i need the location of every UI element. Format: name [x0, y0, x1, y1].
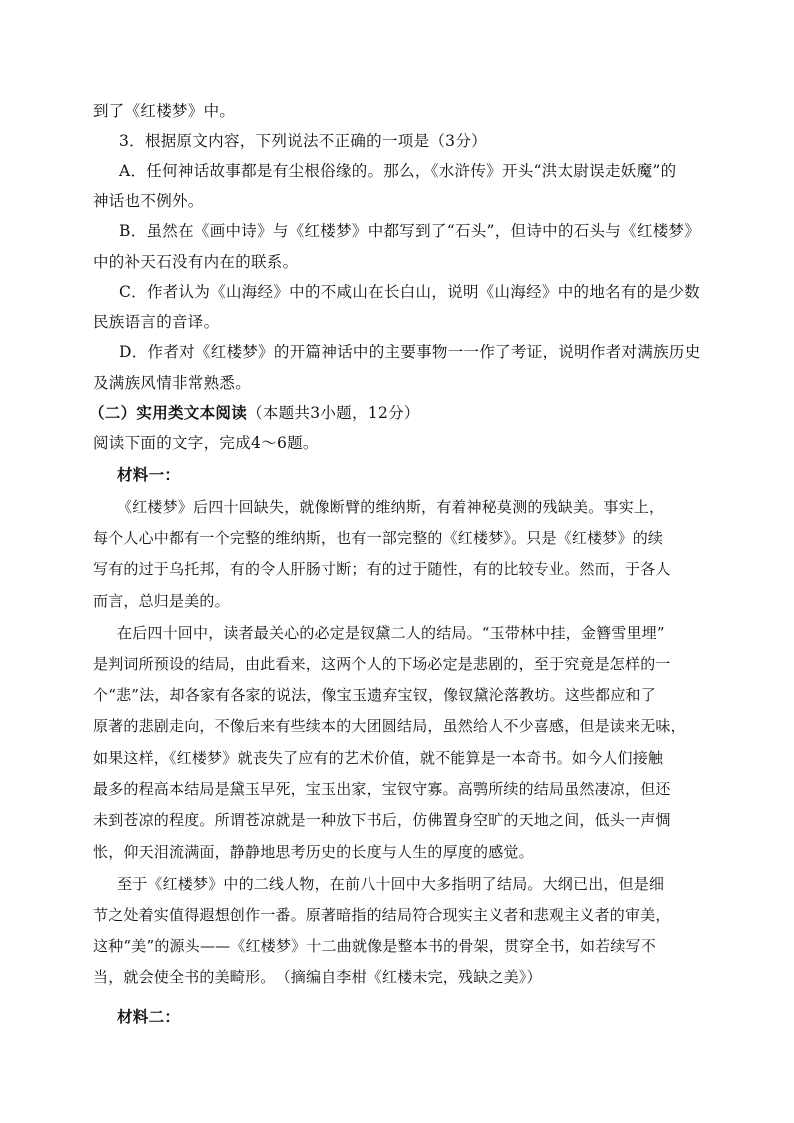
q3-option-a-line1: A．任何神话故事都是有尘根俗缘的。那么，《水浒传》开头“洪太尉误走妖魔”的 — [119, 162, 677, 180]
material-1-p3-line3: 这种“美”的源头——《红楼梦》十二曲就像是整本书的骨架，贯穿全书，如若续写不 — [93, 937, 656, 955]
section-2-score-note: （本题共3小题，12分） — [247, 404, 420, 422]
material-1-p3-line2: 节之处着实值得遐想创作一番。原著暗指的结局符合现实主义者和悲观主义者的审美， — [93, 906, 671, 924]
section-2-title: （二）实用类文本阅读 — [89, 403, 248, 422]
q3-option-d-line2: 及满族风情非常熟悉。 — [93, 374, 252, 392]
section-2-instruction: 阅读下面的文字，完成4～6题。 — [93, 434, 319, 452]
material-2-label: 材料二： — [117, 1007, 181, 1026]
material-1-p2-line2: 是判词所预设的结局，由此看来，这两个人的下场必定是悲剧的，至于究竟是怎样的一 — [93, 655, 671, 673]
material-1-p2-line7: 未到苍凉的程度。所谓苍凉就是一种放下书后，仿佛置身空旷的天地之间，低头一声惆 — [93, 811, 671, 829]
q3-option-a-line2: 神话也不例外。 — [93, 192, 204, 210]
q3-option-b-line2: 中的补天石没有内在的联系。 — [93, 253, 299, 271]
q3-option-c-line2: 民族语言的音译。 — [93, 313, 220, 331]
material-1-p2-line1: 在后四十回中，读者最关心的必定是钗黛二人的结局。“玉带林中挂，金簪雪里埋” — [117, 624, 665, 642]
material-1-p1-line4: 而言，总归是美的。 — [93, 592, 230, 610]
material-1-p1-line1: 《红楼梦》后四十回缺失，就像断臂的维纳斯，有着神秘莫测的残缺美。事实上， — [117, 498, 665, 516]
material-1-p2-line3: 个“悲”法，却各家有各家的说法，像宝玉遗弃宝钗，像钗黛沦落教坊。这些都应和了 — [93, 686, 656, 704]
material-1-p3-line4: 当，就会使全书的美畸形。 （摘编自李柑《红楼未完，残缺之美》） — [93, 968, 542, 986]
material-1-p2-line6: 最多的程高本结局是黛玉早死，宝玉出家，宝钗守寡。高鹗所续的结局虽然凄凉，但还 — [93, 780, 671, 798]
q3-option-b-line1: B．虽然在《画中诗》与《红楼梦》中都写到了“石头”，但诗中的石头与《红楼梦》 — [119, 222, 701, 240]
material-1-p3-line1: 至于《红楼梦》中的二线人物，在前八十回中大多指明了结局。大纲已出，但是细 — [117, 875, 665, 893]
material-1-p1-line2: 每个人心中都有一个完整的维纳斯，也有一部完整的《红楼梦》。只是《红楼梦》的续 — [93, 529, 664, 547]
q3-option-c-line1: C．作者认为《山海经》中的不咸山在长白山，说明《山海经》中的地名有的是少数 — [119, 283, 700, 301]
material-1-p2-line5: 如果这样，《红楼梦》就丧失了应有的艺术价值，就不能算是一本奇书。如今人们接触 — [93, 749, 664, 767]
q3-stem: 3．根据原文内容，下列说法不正确的一项是（3分） — [119, 132, 487, 150]
material-1-label: 材料一： — [117, 465, 181, 484]
material-1-p2-line8: 怅，仰天泪流满面，静静地思考历史的长度与人生的厚度的感觉。 — [93, 843, 534, 861]
section-2-heading — [89, 402, 420, 424]
q3-option-d-line1: D．作者对《红楼梦》的开篇神话中的主要事物一一作了考证，说明作者对满族历史 — [119, 343, 701, 361]
material-1-p2-line4: 原著的悲剧走向，不像后来有些续本的大团圆结局，虽然给人不少喜感，但是读来无味， — [93, 717, 686, 735]
q2-tail-line: 到了《红楼梦》中。 — [93, 102, 236, 120]
material-1-p1-line3: 写有的过于乌托邦，有的令人肝肠寸断；有的过于随性，有的比较专业。然而，于各人 — [93, 560, 671, 578]
